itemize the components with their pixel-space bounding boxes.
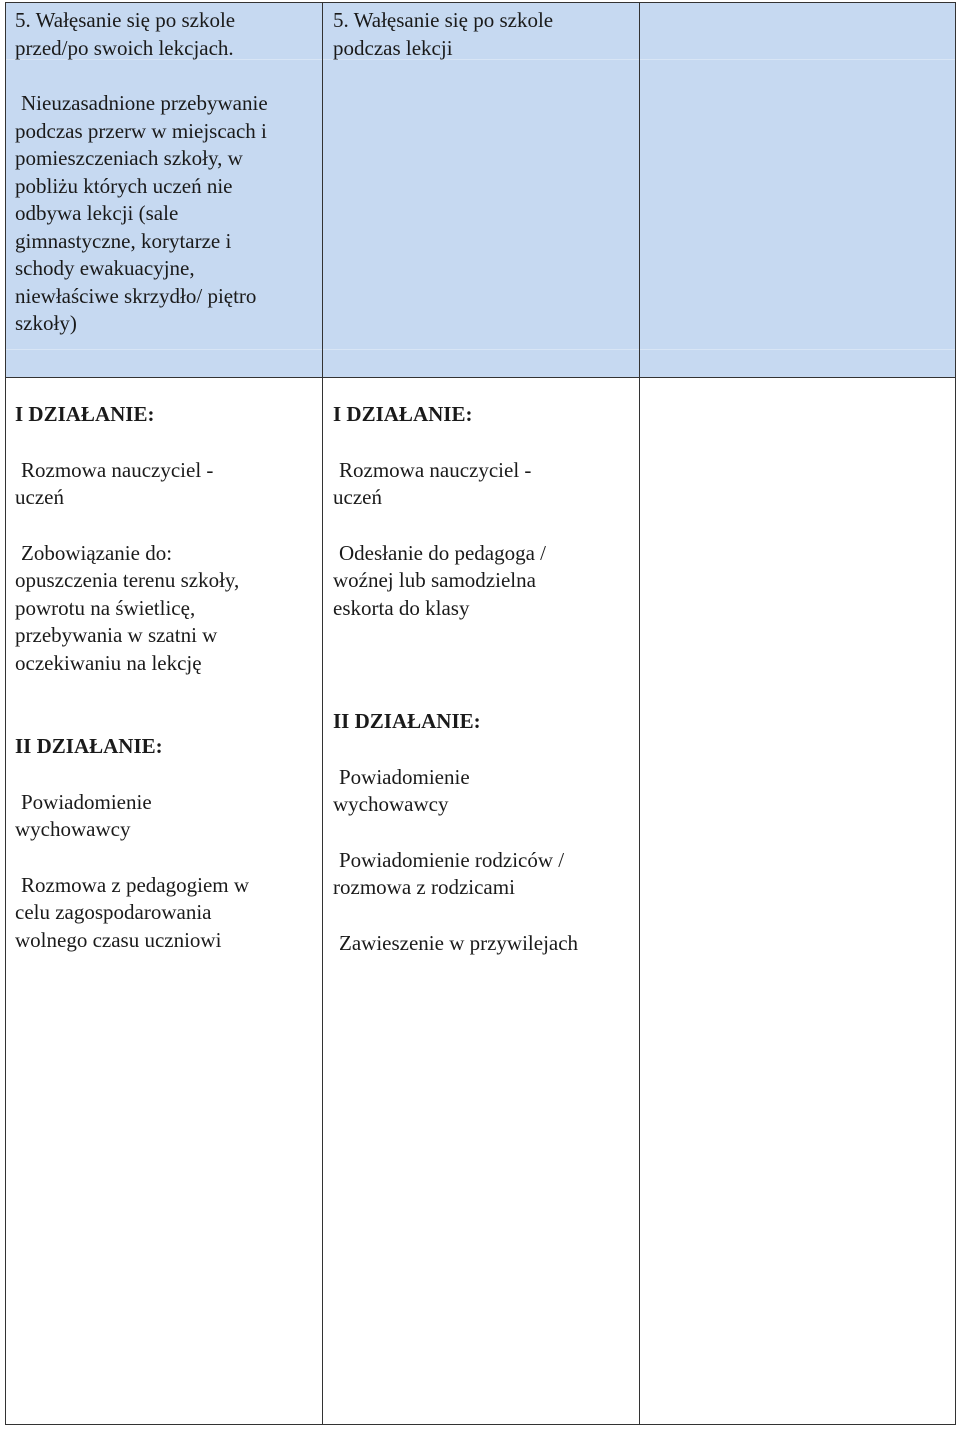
action-item-line: woźnej lub samodzielna	[333, 568, 536, 592]
action-item-line: celu zagospodarowania	[15, 900, 212, 924]
action-item-line: opuszczenia terenu szkoły,	[15, 568, 240, 592]
action-item-line: powrotu na świetlicę,	[15, 595, 196, 620]
header-col2-content	[333, 7, 633, 62]
description-line: pobliżu których uczeń nie	[15, 173, 233, 198]
row-divider	[6, 377, 955, 378]
action-item-line: Powiadomienie	[21, 789, 152, 814]
action-item-line: Odesłanie do pedagoga /	[339, 540, 547, 565]
action-item-line: uczeń	[15, 485, 64, 509]
action-item-line: wolnego czasu uczniowi	[15, 927, 222, 952]
action-item-line: Zobowiązanie do:	[21, 540, 173, 565]
description-line: niewłaściwe skrzydło/ piętro	[15, 283, 257, 308]
header-col2-title-line2: podczas lekcji	[333, 35, 453, 60]
header-col2-title-line1: 5. Wałęsanie się po szkole	[333, 8, 554, 32]
header-col1-description	[15, 90, 315, 338]
action2-heading: II DZIAŁANIE:	[15, 734, 163, 758]
action1-heading: I DZIAŁANIE:	[333, 402, 473, 426]
action-item-line: oczekiwaniu na lekcję	[15, 650, 202, 675]
action2-heading: II DZIAŁANIE:	[333, 709, 481, 733]
action-item-line: rozmowa z rodzicami	[333, 875, 515, 899]
header-col1-content	[15, 7, 315, 338]
behavior-table	[5, 2, 956, 1425]
description-line: schody ewakuacyjne,	[15, 256, 195, 280]
action-item-line: Rozmowa z pedagogiem w	[21, 872, 250, 897]
description-line: Nieuzasadnione przebywanie	[21, 91, 268, 115]
action-item-line: Zawieszenie w przywilejach	[339, 930, 579, 955]
description-line: pomieszczeniach szkoły, w	[15, 146, 243, 170]
action-item-line: eskorta do klasy	[333, 595, 470, 620]
action-item-line: Rozmowa nauczyciel -	[21, 457, 214, 482]
description-line: podczas przerw w miejscach i	[15, 118, 267, 143]
description-line: gimnastyczne, korytarze i	[15, 228, 232, 253]
description-line: odbywa lekcji (sale	[15, 201, 179, 225]
header-col1-title-line2: przed/po swoich lekcjach.	[15, 35, 234, 60]
body-col2-content	[333, 401, 633, 957]
body-col1-content	[15, 401, 315, 954]
description-line: szkoły)	[15, 311, 77, 335]
column-divider-1	[322, 3, 323, 1424]
header-col1-title-line1: 5. Wałęsanie się po szkole	[15, 8, 236, 32]
action-item-line: wychowawcy	[15, 817, 131, 841]
column-divider-2	[639, 3, 640, 1424]
action-item-line: Powiadomienie	[339, 764, 470, 789]
action-item-line: uczeń	[333, 485, 382, 509]
action-item-line: Rozmowa nauczyciel -	[339, 457, 532, 482]
action-item-line: przebywania w szatni w	[15, 623, 218, 647]
action-item-line: wychowawcy	[333, 792, 449, 816]
action-item-line: Powiadomienie rodziców /	[339, 847, 565, 872]
action1-heading: I DZIAŁANIE:	[15, 402, 155, 426]
